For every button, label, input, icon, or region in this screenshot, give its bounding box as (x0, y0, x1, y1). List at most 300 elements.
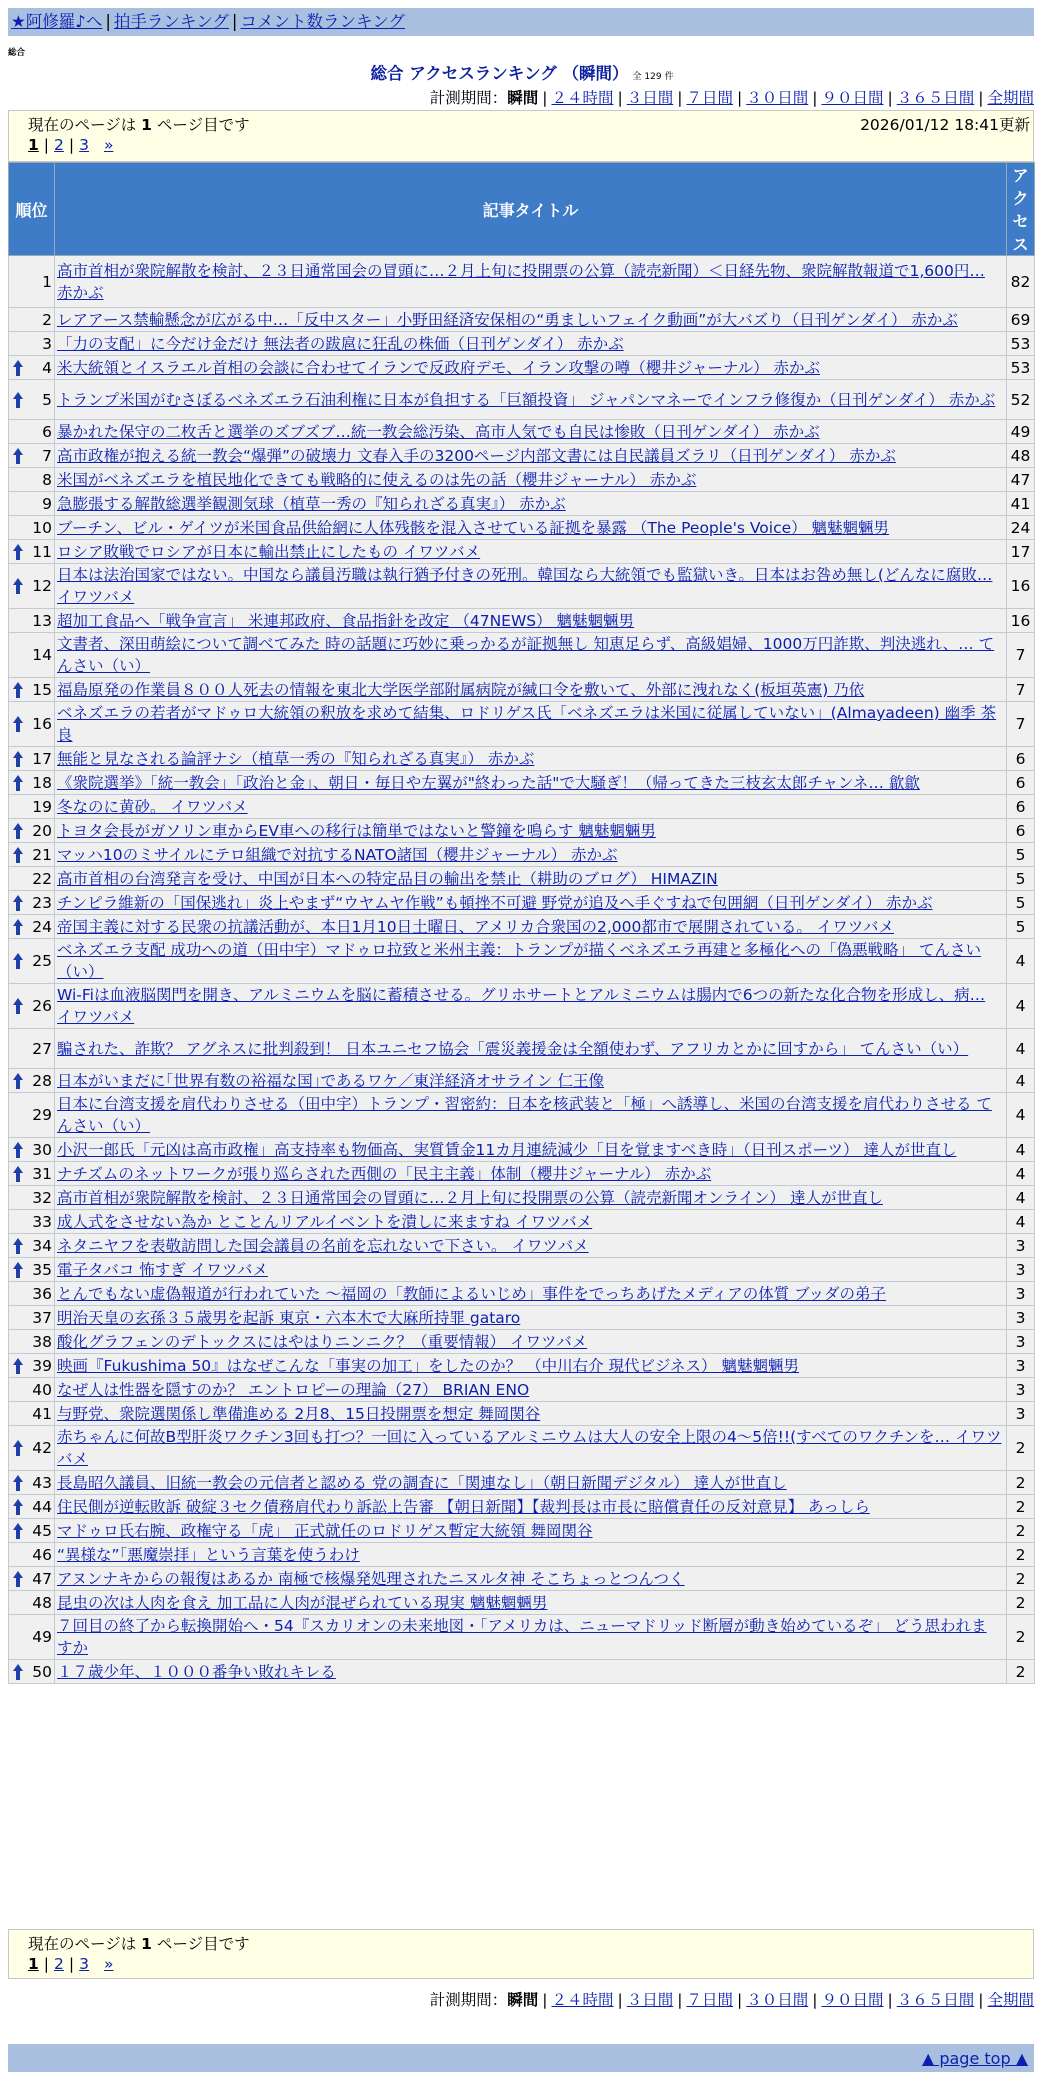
article-link[interactable]: 高市首相の台湾発言を受け、中国が日本への特定品目の輸出を禁止（耕助のブログ） HIMAZIN (57, 869, 718, 888)
page-top-link[interactable]: ▲ page top ▲ (921, 2049, 1028, 2068)
access-count: 5 (1007, 843, 1035, 867)
title-cell (55, 380, 1007, 420)
rank-number: 5 (42, 390, 52, 409)
nav-separator: | (105, 12, 111, 31)
page-next[interactable]: » (103, 1955, 114, 1973)
rank-number: 45 (32, 1521, 52, 1540)
rank-cell (9, 1354, 55, 1378)
table-row (9, 1354, 1035, 1378)
article-link[interactable]: 超加工食品へ「戦争宣言」 米連邦政府、食品指針を改定 （47NEWS） 魑魅魍魎男 (57, 611, 635, 630)
title-cell (55, 1402, 1007, 1426)
rank-number: 42 (32, 1439, 52, 1457)
rank-cell (9, 256, 55, 308)
article-link[interactable]: 赤ちゃんに何故B型肝炎ワクチン3回も打つ？一回に入っているアルミニウムは大人の安全上限の4～5倍!!(すべてのワクチンを… イワツバメ (57, 1428, 1002, 1468)
rank-number: 11 (32, 542, 52, 561)
access-count: 4 (1007, 1138, 1035, 1162)
rank-number: 36 (32, 1284, 52, 1303)
page-link-3[interactable]: 3 (79, 136, 90, 154)
period-90d[interactable]: ９０日間 (821, 1991, 884, 2009)
access-count: 4 (1007, 1162, 1035, 1186)
nav-link-home[interactable]: ★阿修羅♪へ (11, 12, 103, 31)
table-row (9, 867, 1035, 891)
rank-up-arrow-icon (12, 1237, 24, 1255)
rank-number: 13 (32, 611, 52, 630)
page-next[interactable]: » (103, 136, 114, 154)
title-cell (55, 444, 1007, 468)
table-row (9, 540, 1035, 564)
article-link[interactable]: トランプ米国がむさぼるベネズエラ石油利権に日本が負担する「巨額投資」 ジャパンマネーでインフラ修復か（日刊ゲンダイ） 赤かぶ (57, 390, 996, 409)
rank-number: 8 (42, 470, 52, 489)
rank-cell (9, 564, 55, 609)
rank-up-arrow-icon (12, 1474, 24, 1492)
access-count: 2 (1007, 1567, 1035, 1591)
table-row (9, 1234, 1035, 1258)
title-cell (55, 891, 1007, 915)
page-link-2[interactable]: 2 (54, 136, 64, 154)
period-365d[interactable]: ３６５日間 (896, 89, 975, 107)
article-link[interactable]: 与野党、衆院選関係し準備進める 2月8、15日投開票を想定 舞岡関谷 (57, 1404, 541, 1423)
table-row (9, 1615, 1035, 1660)
rank-number: 3 (42, 334, 52, 353)
article-link[interactable]: 無能と見なされる論評ナシ（植草一秀の『知られざる真実』） 赤かぶ (57, 749, 535, 768)
rank-number: 21 (32, 845, 52, 864)
table-row (9, 1029, 1035, 1069)
period-all[interactable]: 全期間 (987, 89, 1034, 107)
rank-up-arrow-icon (12, 894, 24, 912)
article-link[interactable]: 米大統領とイスラエル首相の会談に合わせてイランで反政府デモ、イラン攻撃の噂（櫻井ジャーナル） 赤かぶ (57, 358, 821, 377)
title-cell (55, 984, 1007, 1029)
ranking-table-body (9, 256, 1035, 1684)
rank-cell (9, 332, 55, 356)
table-row (9, 444, 1035, 468)
rank-up-arrow-icon (12, 1522, 24, 1540)
title-cell (55, 1378, 1007, 1402)
rank-number: 26 (32, 997, 52, 1015)
rank-up-arrow-icon (12, 447, 24, 465)
title-cell (55, 843, 1007, 867)
rank-number: 50 (32, 1662, 52, 1681)
rank-number: 6 (42, 422, 52, 441)
access-count: 5 (1007, 891, 1035, 915)
article-link[interactable]: 日本に台湾支援を肩代わりさせる（田中宇）トランプ・習密約：日本を核武装と「極」へ誘導し、米国の台湾支援を肩代わりさせる てんさい（い） (57, 1095, 992, 1135)
title-cell (55, 516, 1007, 540)
title-cell (55, 747, 1007, 771)
rank-cell (9, 867, 55, 891)
article-link[interactable]: 暴かれた保守の二枚舌と選挙のズブズブ…統一教会総汚染、高市人気でも自民は惨敗（日刊ゲンダイ） 赤かぶ (57, 422, 820, 441)
rank-cell (9, 420, 55, 444)
title-cell (55, 678, 1007, 702)
table-row (9, 1162, 1035, 1186)
access-count: 2 (1007, 1543, 1035, 1567)
rank-cell (9, 1093, 55, 1138)
rank-cell (9, 380, 55, 420)
access-count: 2 (1007, 1591, 1035, 1615)
access-count: 7 (1007, 678, 1035, 702)
table-row (9, 1258, 1035, 1282)
access-count: 4 (1007, 1069, 1035, 1093)
rank-number: 37 (32, 1308, 52, 1327)
table-row (9, 1282, 1035, 1306)
rank-cell (9, 444, 55, 468)
article-link[interactable]: トヨタ会長がガソリン車からEV車への移行は簡単ではないと警鐘を鳴らす 魑魅魍魎男 (57, 821, 656, 840)
title-cell (55, 1495, 1007, 1519)
rank-up-arrow-icon (12, 681, 24, 699)
title-cell (55, 939, 1007, 984)
rank-cell (9, 747, 55, 771)
access-count: 6 (1007, 795, 1035, 819)
access-count: 3 (1007, 1234, 1035, 1258)
access-count: 53 (1007, 356, 1035, 380)
table-row (9, 1519, 1035, 1543)
rank-up-arrow-icon (12, 997, 24, 1015)
rank-cell (9, 1543, 55, 1567)
article-link[interactable]: アヌンナキからの報復はあるか 南極で核爆発処理されたニヌルタ神 そこちょっとつんつく (57, 1569, 685, 1588)
table-row (9, 609, 1035, 633)
pager-status: 現在のページは 1 ページ目です (28, 116, 250, 134)
col-header-access: アクセス (1007, 163, 1035, 256)
title-cell (55, 540, 1007, 564)
access-count: 4 (1007, 984, 1035, 1029)
access-count: 3 (1007, 1354, 1035, 1378)
page-heading (0, 60, 1044, 84)
article-link[interactable]: 米国がベネズエラを植民地化できても戦略的に使えるのは先の話（櫻井ジャーナル） 赤かぶ (57, 470, 697, 489)
rank-cell (9, 891, 55, 915)
period-3d[interactable]: ３日間 (626, 89, 674, 107)
rank-cell (9, 1660, 55, 1684)
period-all[interactable]: 全期間 (987, 1991, 1034, 2009)
rank-up-arrow-icon (12, 1261, 24, 1279)
title-cell (55, 1093, 1007, 1138)
rank-number: 43 (32, 1473, 52, 1492)
rank-cell (9, 1495, 55, 1519)
table-row (9, 1495, 1035, 1519)
article-link[interactable]: マッハ10のミサイルにテロ組織で対抗するNATO諸国（櫻井ジャーナル） 赤かぶ (57, 845, 618, 864)
rank-up-arrow-icon (12, 1439, 24, 1457)
article-link[interactable]: 急膨張する解散総選挙観測気球（植草一秀の『知られざる真実』） 赤かぶ (57, 494, 566, 513)
title-cell (55, 1029, 1007, 1069)
rank-cell (9, 1615, 55, 1660)
article-link[interactable]: Wi-Fiは血液脳関門を開き、アルミニウムを脳に蓄積させる。グリホサートとアルミニウムは腸内で6つの新たな化合物を形成し、病… イワツバメ (57, 986, 986, 1026)
access-count: 4 (1007, 1029, 1035, 1069)
title-cell (55, 1258, 1007, 1282)
article-link[interactable]: 騙された、詐欺？ アグネスに批判殺到！ 日本ユニセフ協会「震災義援金は全額使わず、アフリカとかに回すから」 てんさい（い） (57, 1039, 969, 1058)
ranking-table (8, 162, 1035, 1684)
rank-number: 29 (32, 1106, 52, 1124)
rank-number: 33 (32, 1212, 52, 1231)
access-count: 2 (1007, 1615, 1035, 1660)
access-count: 2 (1007, 1426, 1035, 1471)
access-count: 5 (1007, 915, 1035, 939)
pager-top (8, 110, 1034, 162)
table-row (9, 702, 1035, 747)
article-link[interactable]: レアアース禁輸懸念が広がる中…「反中スター」小野田経済安保相の“勇ましいフェイク動画”が大バズり（日刊ゲンダイ） 赤かぶ (57, 310, 958, 329)
article-link[interactable]: 小沢一郎氏「元凶は高市政権」高支持率も物価高、実質賃金11カ月連続減少「目を覚ますべき時」（日刊スポーツ） 達人が世直し (57, 1140, 957, 1159)
title-cell (55, 771, 1007, 795)
rank-up-arrow-icon (12, 1498, 24, 1516)
title-cell (55, 1591, 1007, 1615)
article-link[interactable]: ブーチン、ビル・ゲイツが米国食品供給網に人体残骸を混入させている証拠を暴露 （The People's Voice） 魑魅魍魎男 (57, 518, 890, 537)
table-header-row (9, 163, 1035, 256)
access-count: 4 (1007, 939, 1035, 984)
access-count: 82 (1007, 256, 1035, 308)
rank-cell (9, 984, 55, 1029)
access-count: 4 (1007, 1210, 1035, 1234)
rank-up-arrow-icon (12, 1165, 24, 1183)
rank-cell (9, 1234, 55, 1258)
article-link[interactable]: 住民側が逆転敗訴 破綻３セク債務肩代わり訴訟上告審 【朝日新聞】【裁判長は市長に賠償責任の反対意見】 あっしら (57, 1497, 870, 1516)
period-30d[interactable]: ３０日間 (746, 1991, 809, 2009)
pager-status: 現在のページは 1 ページ目です (28, 1935, 250, 1953)
access-count: 2 (1007, 1495, 1035, 1519)
col-header-title: 記事タイトル (55, 163, 1007, 256)
rank-cell (9, 843, 55, 867)
period-365d[interactable]: ３６５日間 (896, 1991, 975, 2009)
rank-cell (9, 1186, 55, 1210)
rank-cell (9, 1069, 55, 1093)
table-row (9, 1660, 1035, 1684)
table-row (9, 1306, 1035, 1330)
title-cell (55, 1426, 1007, 1471)
period-7d[interactable]: ７日間 (686, 1991, 733, 2009)
access-count: 17 (1007, 540, 1035, 564)
rank-up-arrow-icon (12, 918, 24, 936)
access-count: 24 (1007, 516, 1035, 540)
period-24h[interactable]: ２４時間 (551, 1991, 614, 2009)
rank-cell (9, 1029, 55, 1069)
nav-link-comment-ranking[interactable]: コメント数ランキング (240, 12, 405, 31)
rank-number: 16 (32, 715, 52, 733)
rank-cell (9, 308, 55, 332)
updated-time: 2026/01/12 18:41更新 (860, 116, 1030, 134)
rank-cell (9, 1306, 55, 1330)
article-link[interactable]: 福島原発の作業員８００人死去の情報を東北大学医学部附属病院が緘口令を敷いて、外部に洩れなく(板垣英憲) 乃依 (57, 680, 865, 699)
access-count: 6 (1007, 747, 1035, 771)
period-current: 瞬間 (507, 1991, 539, 2009)
access-count: 3 (1007, 1378, 1035, 1402)
period-90d[interactable]: ９０日間 (821, 89, 884, 107)
article-link[interactable]: マドゥロ氏右腕、政権守る「虎」 正式就任のロドリゲス暫定大統領 舞岡関谷 (57, 1521, 593, 1540)
rank-cell (9, 1162, 55, 1186)
rank-number: 19 (32, 797, 52, 816)
rank-cell (9, 915, 55, 939)
rank-number: 15 (32, 680, 52, 699)
article-link[interactable]: ベネズエラの若者がマドゥロ大統領の釈放を求めて結集、ロドリゲス氏「ベネズエラは米国に従属していない」(Almayadeen) 幽季 茶良 (57, 704, 997, 744)
article-link[interactable]: 電子タバコ 怖すぎ イワツバメ (57, 1260, 268, 1279)
article-link[interactable]: 映画『Fukushima 50』はなぜこんな「事実の加工」をしたのか？ （中川右介 現代ビジネス） 魑魅魍魎男 (57, 1356, 799, 1375)
access-count: 2 (1007, 1519, 1035, 1543)
article-link[interactable]: 冬なのに黄砂。 イワツバメ (57, 797, 248, 816)
rank-number: 14 (32, 646, 52, 664)
title-cell (55, 1660, 1007, 1684)
rank-number: 46 (32, 1545, 52, 1564)
table-row (9, 1567, 1035, 1591)
title-cell (55, 1186, 1007, 1210)
title-cell (55, 795, 1007, 819)
access-count: 3 (1007, 1330, 1035, 1354)
article-link[interactable]: 酸化グラフェンのデトックスにはやはりニンニク？（重要情報） イワツバメ (57, 1332, 588, 1351)
title-cell (55, 1567, 1007, 1591)
table-row (9, 332, 1035, 356)
access-count: 3 (1007, 1306, 1035, 1330)
access-count: 48 (1007, 444, 1035, 468)
article-link[interactable]: 「力の支配」に今だけ金だけ 無法者の跋扈に狂乱の株価（日刊ゲンダイ） 赤かぶ (57, 334, 624, 353)
rank-cell (9, 771, 55, 795)
table-row (9, 633, 1035, 678)
access-count: 3 (1007, 1402, 1035, 1426)
article-link[interactable]: “異様な”「悪魔崇拝」という言葉を使うわけ (57, 1545, 360, 1564)
article-link[interactable]: チンピラ維新の「国保逃れ」炎上やまず“ウヤムヤ作戦”も頓挫不可避 野党が追及へ手ぐすねで包囲網（日刊ゲンダイ） 赤かぶ (57, 893, 933, 912)
period-30d[interactable]: ３０日間 (746, 89, 809, 107)
article-link[interactable]: なぜ人は性器を隠すのか？ エントロピーの理論（27） BRIAN ENO (57, 1380, 530, 1399)
article-link[interactable]: 高市首相が衆院解散を検討、２３日通常国会の冒頭に…２月上旬に投開票の公算（読売新聞）＜日経先物、衆院解散報道で1,600円… 赤かぶ (57, 261, 985, 302)
rank-number: 44 (32, 1497, 52, 1516)
article-link[interactable]: ロシア敗戦でロシアが日本に輸出禁止にしたもの イワツバメ (57, 542, 481, 561)
table-row (9, 516, 1035, 540)
article-link[interactable]: ７回目の終了から転換開始へ・54『スカリオンの未来地図・「アメリカは、ニューマドリッド断層が動き始めているぞ」 どう思われますか (57, 1617, 987, 1657)
article-link[interactable]: １７歳少年、１０００番争い敗れキレる (57, 1662, 336, 1681)
rank-number: 34 (32, 1236, 52, 1255)
access-count: 2 (1007, 1471, 1035, 1495)
rank-number: 28 (32, 1071, 52, 1090)
rank-number: 2 (42, 310, 52, 329)
table-row (9, 1186, 1035, 1210)
table-row (9, 308, 1035, 332)
rank-cell (9, 1591, 55, 1615)
rank-cell (9, 1402, 55, 1426)
table-row (9, 1330, 1035, 1354)
total-count: 全 129 件 (632, 72, 674, 82)
title-cell (55, 819, 1007, 843)
rank-number: 39 (32, 1356, 52, 1375)
article-link[interactable]: 明治天皇の玄孫３５歳男を起訴 東京・六本木で大麻所持罪 gataro (57, 1308, 521, 1327)
access-count: 53 (1007, 332, 1035, 356)
rank-number: 48 (32, 1593, 52, 1612)
period-24h[interactable]: ２４時間 (551, 89, 614, 107)
rank-number: 27 (32, 1039, 52, 1058)
rank-cell (9, 1258, 55, 1282)
table-row (9, 420, 1035, 444)
rank-up-arrow-icon (12, 750, 24, 768)
rank-cell (9, 1138, 55, 1162)
page-link-2[interactable]: 2 (54, 1955, 64, 1973)
top-nav-bar (8, 8, 1034, 36)
title-cell (55, 1330, 1007, 1354)
col-header-rank: 順位 (9, 163, 55, 256)
title-cell (55, 1543, 1007, 1567)
rank-cell (9, 678, 55, 702)
rank-cell (9, 1567, 55, 1591)
article-link[interactable]: 長島昭久議員、旧統一教会の元信者と認める 党の調査に「関連なし」（朝日新聞デジタル） 達人が世直し (57, 1473, 787, 1492)
rank-number: 41 (32, 1404, 52, 1423)
title-cell (55, 915, 1007, 939)
rank-number: 10 (32, 518, 52, 537)
table-row (9, 356, 1035, 380)
rank-number: 30 (32, 1140, 52, 1159)
rank-cell (9, 1471, 55, 1495)
table-row (9, 564, 1035, 609)
rank-number: 47 (32, 1569, 52, 1588)
table-row (9, 1471, 1035, 1495)
article-link[interactable]: ナチズムのネットワークが張り巡らされた西側の「民主主義」体制（櫻井ジャーナル） 赤かぶ (57, 1164, 712, 1183)
rank-up-arrow-icon (12, 822, 24, 840)
article-link[interactable]: ベネズエラ支配 成功への道（田中宇）マドゥロ拉致と米州主義：トランプが描くベネズエラ再建と多極化への「偽悪戦略」 てんさい（い） (57, 941, 981, 981)
table-row (9, 380, 1035, 420)
table-row (9, 1378, 1035, 1402)
rank-cell (9, 939, 55, 984)
rank-number: 17 (32, 749, 52, 768)
rank-up-arrow-icon (12, 846, 24, 864)
article-link[interactable]: 昆虫の次は人肉を食え 加工品に人肉が混ぜられている現実 魑魅魍魎男 (57, 1593, 548, 1612)
access-count: 3 (1007, 1258, 1035, 1282)
table-row (9, 843, 1035, 867)
page-current: 1 (28, 136, 39, 154)
title-cell (55, 1471, 1007, 1495)
article-link[interactable]: 文書者、深田萌絵について調べてみた 時の話題に巧妙に乗っかるが証拠無し 知恵足らず、高級娼婦、1000万円詐欺、判決逃れ、… てんさい（い） (57, 635, 995, 675)
title-cell (55, 1306, 1007, 1330)
article-link[interactable]: 帝国主義に対する民衆の抗議活動が、本日1月10日土曜日、アメリカ合衆国の2,000都市で展開されている。 イワツバメ (57, 917, 894, 936)
rank-number: 20 (32, 821, 52, 840)
rank-up-arrow-icon (12, 774, 24, 792)
title-cell (55, 633, 1007, 678)
article-link[interactable]: 日本がいまだに｢世界有数の裕福な国｣であるワケ／東洋経済オサライン 仁王像 (57, 1071, 604, 1090)
page-link-3[interactable]: 3 (79, 1955, 90, 1973)
table-row (9, 771, 1035, 795)
rank-number: 23 (32, 893, 52, 912)
rank-up-arrow-icon (12, 952, 24, 970)
title-cell (55, 1282, 1007, 1306)
article-link[interactable]: とんでもない虚偽報道が行われていた ～福岡の「教師によるいじめ」事件をでっちあげたメディアの体質 ブッダの弟子 (57, 1284, 887, 1303)
article-link[interactable]: 《衆院選挙》「統一教会」「政治と金」、朝日・毎日や左翼が"終わった話"で大騒ぎ！（帰ってきた三枝玄太郎チャンネ… 歙歙 (57, 773, 920, 792)
period-label: 計測期間： (429, 1991, 508, 2009)
access-count: 16 (1007, 564, 1035, 609)
nav-link-applause-ranking[interactable]: 拍手ランキング (113, 12, 229, 31)
title-cell (55, 420, 1007, 444)
article-link[interactable]: 日本は法治国家ではない。中国なら議員汚職は執行猶予付きの死刑。韓国なら大統領でも監獄いき。日本はお咎め無し(どんなに腐敗… イワツバメ (57, 566, 993, 606)
period-3d[interactable]: ３日間 (626, 1991, 674, 2009)
rank-cell (9, 540, 55, 564)
page-current: 1 (28, 1955, 39, 1973)
rank-cell (9, 1282, 55, 1306)
category-label: 総合 (8, 48, 26, 58)
title-cell (55, 256, 1007, 308)
title-cell (55, 492, 1007, 516)
article-link[interactable]: 高市政権が抱える統一教会“爆弾”の破壊力 文春入手の3200ページ内部文書には自民議員ズラリ（日刊ゲンダイ） 赤かぶ (57, 446, 896, 465)
access-count: 6 (1007, 819, 1035, 843)
bottom-bar (8, 2044, 1034, 2072)
access-count: 7 (1007, 633, 1035, 678)
access-count: 47 (1007, 468, 1035, 492)
pager-links: 1 | 2 | 3 » (28, 1955, 114, 1973)
title-cell (55, 1069, 1007, 1093)
rank-number: 25 (32, 952, 52, 970)
rank-number: 32 (32, 1188, 52, 1207)
title-cell (55, 1138, 1007, 1162)
rank-cell (9, 516, 55, 540)
article-link[interactable]: ネタニヤフを表敬訪問した国会議員の名前を忘れないで下さい。 イワツバメ (57, 1236, 589, 1255)
rank-cell (9, 492, 55, 516)
period-7d[interactable]: ７日間 (686, 89, 733, 107)
period-selector-top: 計測期間：瞬間 | ２４時間 | ３日間 | ７日間 | ３０日間 | ９０日間 | ３６５日間 | 全期間 (429, 89, 1034, 107)
title-cell (55, 308, 1007, 332)
article-link[interactable]: 成人式をさせない為か とことんリアルイベントを潰しに来ますね イワツバメ (57, 1212, 593, 1231)
rank-cell (9, 1426, 55, 1471)
article-link[interactable]: 高市首相が衆院解散を検討、２３日通常国会の冒頭に…２月上旬に投開票の公算（読売新聞オンライン） 達人が世直し (57, 1188, 883, 1207)
title-cell (55, 356, 1007, 380)
rank-up-arrow-icon (12, 1663, 24, 1681)
title-cell (55, 468, 1007, 492)
access-count: 52 (1007, 380, 1035, 420)
rank-up-arrow-icon (12, 715, 24, 733)
